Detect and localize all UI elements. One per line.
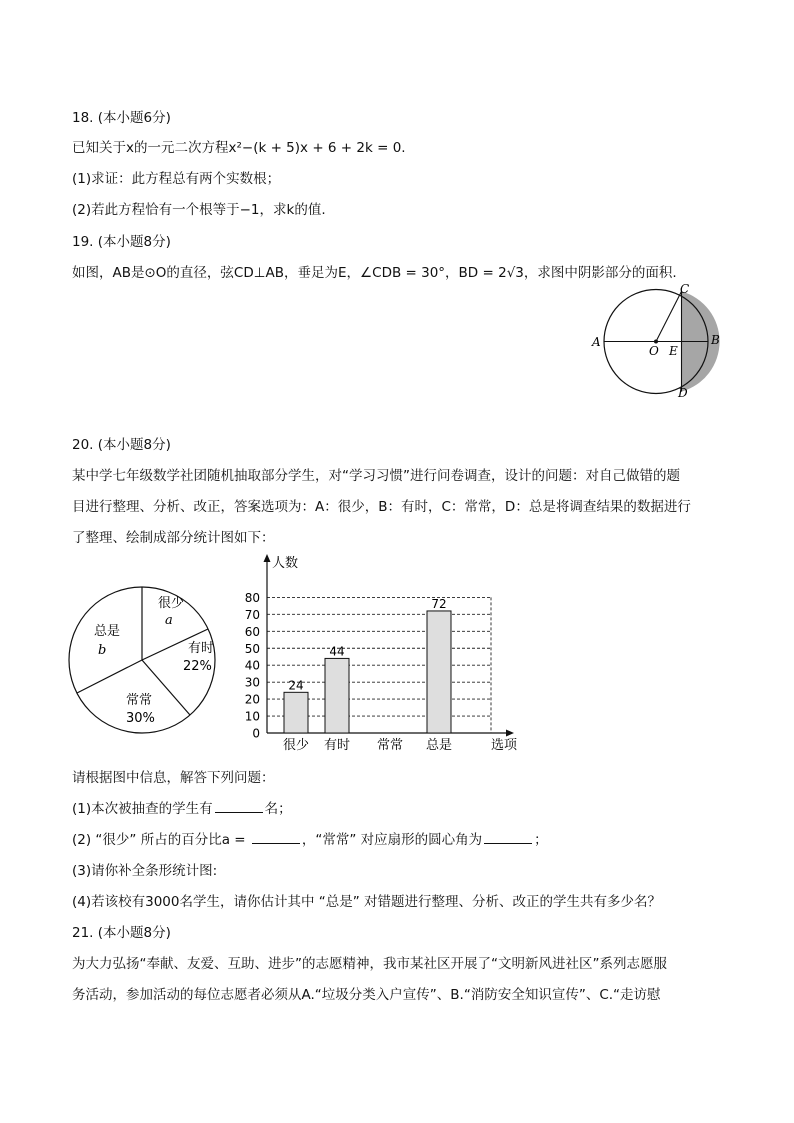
label-d: D bbox=[678, 386, 688, 400]
q20-header: 20. (本小题8分) bbox=[72, 437, 171, 453]
answer-blank-3[interactable] bbox=[484, 831, 532, 844]
radius-oc bbox=[656, 291, 682, 341]
pie-label-chang-chang: 常常 bbox=[126, 693, 153, 708]
bar-category-labels bbox=[283, 737, 452, 753]
y-tick-label: 70 bbox=[244, 607, 260, 622]
q18-stem: 已知关于x的一元二次方程x²−(k + 5)x + 6 + 2k = 0. bbox=[72, 140, 406, 156]
bar-chart bbox=[236, 550, 536, 755]
y-tick-label: 60 bbox=[244, 624, 260, 639]
q21-line2: 务活动，参加活动的每位志愿者必须从A.“垃圾分类入户宣传”、B.“消防安全知识宣传”、C.“走访慰 bbox=[72, 987, 661, 1003]
q20-stem-line2: 目进行整理、分析、改正，答案选项为：A：很少，B：有时，C：常常，D：总是将调查结果的数据进行 bbox=[72, 499, 691, 515]
bar-value-label: 44 bbox=[329, 644, 345, 659]
center-point bbox=[654, 340, 658, 344]
x-axis-arrow bbox=[506, 730, 514, 737]
label-c: C bbox=[680, 284, 690, 296]
q21-header: 21. (本小题8分) bbox=[72, 925, 171, 941]
pie-value-a: a bbox=[165, 613, 173, 628]
pie-value-22: 22% bbox=[183, 659, 212, 674]
q20-part2-post: ； bbox=[534, 832, 548, 848]
bar-value-label: 72 bbox=[431, 596, 447, 611]
q18-header: 18. (本小题6分) bbox=[72, 110, 171, 126]
q20-part1 bbox=[72, 797, 292, 817]
label-a: A bbox=[592, 335, 601, 349]
y-tick-label: 40 bbox=[244, 658, 260, 673]
q19-stem: 如图，AB是⊙O的直径，弦CD⊥AB，垂足为E，∠CDB = 30°，BD = 2√3，求图中阴影部分的面积. bbox=[72, 265, 677, 281]
bar-0 bbox=[284, 692, 308, 733]
x-axis-label: 选项 bbox=[491, 738, 518, 753]
q21-line1: 为大力弘扬“奉献、友爱、互助、进步”的志愿精神，我市某社区开展了“文明新风进社区”系列志愿服 bbox=[72, 956, 667, 972]
label-e: E bbox=[669, 344, 678, 358]
pie-label-hen-shao: 很少 bbox=[158, 596, 185, 611]
answer-blank-1[interactable] bbox=[215, 800, 263, 813]
x-category-label: 总是 bbox=[425, 738, 453, 753]
pie-value-b: b bbox=[98, 643, 107, 658]
y-axis-arrow bbox=[264, 554, 271, 562]
q20-part4: (4)若该校有3000名学生，请你估计其中 “总是” 对错题进行整理、分析、改正的学生共有多少名？ bbox=[72, 894, 662, 910]
bar-1 bbox=[325, 658, 349, 733]
label-o: O bbox=[649, 344, 659, 358]
q20-part2-mid: ，“常常” 对应扇形的圆心角为 bbox=[301, 832, 483, 848]
pie-value-30: 30% bbox=[126, 711, 155, 726]
y-tick-label: 50 bbox=[244, 641, 260, 656]
q20-part2 bbox=[72, 828, 548, 848]
pie-label-zong-shi: 总是 bbox=[94, 624, 121, 639]
y-tick-label: 0 bbox=[252, 726, 260, 741]
label-b: B bbox=[711, 333, 720, 347]
q20-stem-line1: 某中学七年级数学社团随机抽取部分学生，对“学习习惯”进行问卷调查，设计的问题：对自己做错的题 bbox=[72, 468, 680, 484]
q20-stem-line3: 了整理、绘制成部分统计图如下： bbox=[72, 530, 275, 546]
q20-part1-pre: (1)本次被抽查的学生有 bbox=[72, 801, 213, 817]
q19-circle-figure bbox=[588, 284, 728, 404]
y-tick-label: 30 bbox=[244, 675, 260, 690]
bar-3 bbox=[427, 611, 451, 733]
y-tick-label: 10 bbox=[244, 709, 260, 724]
pie-label-you-shi: 有时 bbox=[188, 641, 215, 656]
y-tick-label: 80 bbox=[244, 590, 260, 605]
y-tick-label: 20 bbox=[244, 692, 260, 707]
q20-prompt: 请根据图中信息，解答下列问题： bbox=[72, 770, 275, 786]
q18-part1: (1)求证：此方程总有两个实数根； bbox=[72, 171, 281, 187]
bar-ticks bbox=[245, 591, 260, 741]
q20-part2-pre: (2) “很少” 所占的百分比a = bbox=[72, 832, 250, 848]
bar-value-label: 24 bbox=[288, 678, 304, 693]
pie-chart bbox=[62, 580, 222, 740]
answer-blank-2[interactable] bbox=[252, 831, 300, 844]
x-category-label: 很少 bbox=[282, 738, 310, 753]
x-category-label: 常常 bbox=[376, 738, 404, 753]
x-category-label: 有时 bbox=[323, 738, 351, 753]
q20-part3: (3)请你补全条形统计图: bbox=[72, 863, 218, 879]
q20-part1-post: 名； bbox=[264, 801, 292, 817]
y-axis-label: 人数 bbox=[272, 556, 299, 571]
q18-part2: (2)若此方程恰有一个根等于−1，求k的值. bbox=[72, 202, 326, 218]
q19-header: 19. (本小题8分) bbox=[72, 234, 171, 250]
